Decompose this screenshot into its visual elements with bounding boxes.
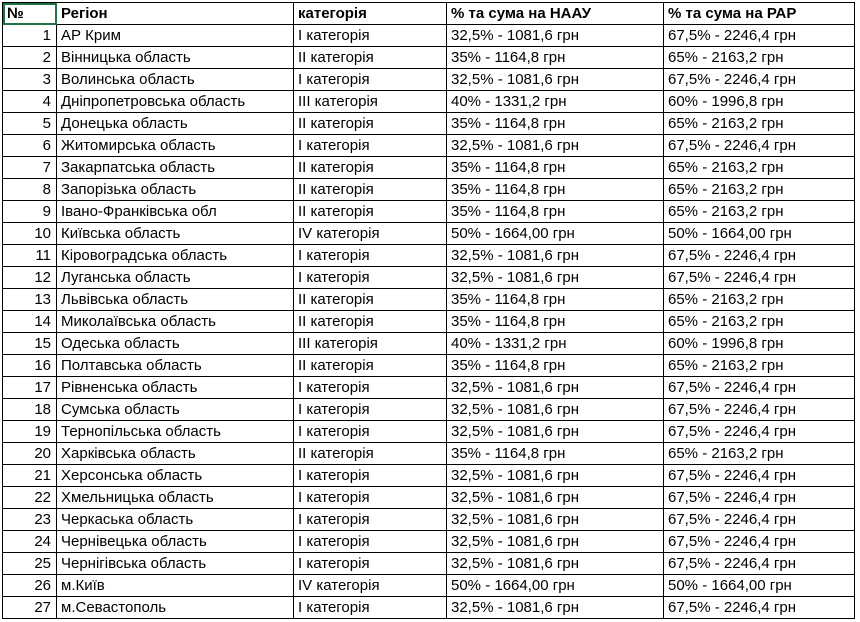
cell-rar[interactable]: 65% - 2163,2 грн xyxy=(664,113,855,135)
cell-rar[interactable]: 67,5% - 2246,4 грн xyxy=(664,531,855,553)
cell-category[interactable]: ІІ категорія xyxy=(294,355,447,377)
cell-rar[interactable]: 60% - 1996,8 грн xyxy=(664,91,855,113)
cell-category[interactable]: ІV категорія xyxy=(294,223,447,245)
cell-naau[interactable]: 32,5% - 1081,6 грн xyxy=(447,465,664,487)
cell-rar[interactable]: 65% - 2163,2 грн xyxy=(664,311,855,333)
cell-rar[interactable]: 67,5% - 2246,4 грн xyxy=(664,377,855,399)
cell-region[interactable]: Донецька область xyxy=(57,113,294,135)
cell-naau[interactable]: 32,5% - 1081,6 грн xyxy=(447,135,664,157)
cell-number[interactable]: 26 xyxy=(3,575,57,597)
cell-region[interactable]: Волинська область xyxy=(57,69,294,91)
cell-naau[interactable]: 32,5% - 1081,6 грн xyxy=(447,377,664,399)
table-row xyxy=(3,113,855,135)
cell-number[interactable]: 9 xyxy=(3,201,57,223)
cell-category[interactable]: І категорія xyxy=(294,465,447,487)
cell-region[interactable]: Херсонська область xyxy=(57,465,294,487)
cell-rar[interactable]: 65% - 2163,2 грн xyxy=(664,201,855,223)
cell-region[interactable]: АР Крим xyxy=(57,25,294,47)
table-row xyxy=(3,179,855,201)
cell-category[interactable]: ІІІ категорія xyxy=(294,333,447,355)
cell-rar[interactable]: 50% - 1664,00 грн xyxy=(664,575,855,597)
cell-naau[interactable]: 40% - 1331,2 грн xyxy=(447,333,664,355)
table-row xyxy=(3,355,855,377)
cell-rar[interactable]: 67,5% - 2246,4 грн xyxy=(664,135,855,157)
cell-naau[interactable]: 32,5% - 1081,6 грн xyxy=(447,245,664,267)
table-row xyxy=(3,69,855,91)
cell-rar[interactable]: 67,5% - 2246,4 грн xyxy=(664,69,855,91)
header-cell-category[interactable]: категорія xyxy=(294,3,447,25)
cell-category[interactable]: І категорія xyxy=(294,553,447,575)
cell-rar[interactable]: 67,5% - 2246,4 грн xyxy=(664,597,855,619)
cell-naau[interactable]: 35% - 1164,8 грн xyxy=(447,113,664,135)
cell-category[interactable]: І категорія xyxy=(294,509,447,531)
header-cell-rar[interactable]: % та сума на РАР xyxy=(664,3,855,25)
cell-naau[interactable]: 35% - 1164,8 грн xyxy=(447,47,664,69)
cell-rar[interactable]: 65% - 2163,2 грн xyxy=(664,157,855,179)
table-row xyxy=(3,245,855,267)
cell-region[interactable]: Сумська область xyxy=(57,399,294,421)
cell-naau[interactable]: 50% - 1664,00 грн xyxy=(447,575,664,597)
cell-naau[interactable]: 35% - 1164,8 грн xyxy=(447,311,664,333)
cell-region[interactable]: Запорізька область xyxy=(57,179,294,201)
cell-category[interactable]: ІІ категорія xyxy=(294,311,447,333)
cell-category[interactable]: І категорія xyxy=(294,531,447,553)
cell-number[interactable]: 1 xyxy=(3,25,57,47)
cell-number[interactable]: 3 xyxy=(3,69,57,91)
table-row xyxy=(3,201,855,223)
cell-region[interactable]: Київська область xyxy=(57,223,294,245)
cell-rar[interactable]: 65% - 2163,2 грн xyxy=(664,289,855,311)
cell-region[interactable]: Закарпатська область xyxy=(57,157,294,179)
table-row xyxy=(3,135,855,157)
table-row xyxy=(3,575,855,597)
cell-region[interactable]: Миколаївська область xyxy=(57,311,294,333)
cell-naau[interactable]: 32,5% - 1081,6 грн xyxy=(447,399,664,421)
cell-number[interactable]: 4 xyxy=(3,91,57,113)
cell-region[interactable]: Хмельницька область xyxy=(57,487,294,509)
cell-region[interactable]: Харківська область xyxy=(57,443,294,465)
cell-region[interactable]: Львівська область xyxy=(57,289,294,311)
cell-category[interactable]: ІІ категорія xyxy=(294,113,447,135)
table-row xyxy=(3,487,855,509)
cell-category[interactable]: І категорія xyxy=(294,421,447,443)
cell-category[interactable]: І категорія xyxy=(294,25,447,47)
cell-region[interactable]: м.Київ xyxy=(57,575,294,597)
table-row xyxy=(3,25,855,47)
cell-number[interactable]: 5 xyxy=(3,113,57,135)
cell-naau[interactable]: 35% - 1164,8 грн xyxy=(447,289,664,311)
cell-rar[interactable]: 67,5% - 2246,4 грн xyxy=(664,421,855,443)
header-row xyxy=(3,3,855,25)
cell-category[interactable]: ІІ категорія xyxy=(294,289,447,311)
cell-naau[interactable]: 32,5% - 1081,6 грн xyxy=(447,597,664,619)
cell-rar[interactable]: 50% - 1664,00 грн xyxy=(664,223,855,245)
cell-number[interactable]: 2 xyxy=(3,47,57,69)
cell-category[interactable]: І категорія xyxy=(294,377,447,399)
cell-naau[interactable]: 32,5% - 1081,6 грн xyxy=(447,267,664,289)
cell-naau[interactable]: 40% - 1331,2 грн xyxy=(447,91,664,113)
cell-naau[interactable]: 35% - 1164,8 грн xyxy=(447,355,664,377)
cell-number[interactable]: 20 xyxy=(3,443,57,465)
cell-category[interactable]: І категорія xyxy=(294,69,447,91)
header-cell-region[interactable]: Регіон xyxy=(57,3,294,25)
spreadsheet xyxy=(2,2,855,619)
cell-number[interactable]: 27 xyxy=(3,597,57,619)
cell-number[interactable]: 13 xyxy=(3,289,57,311)
table-row xyxy=(3,465,855,487)
table-row xyxy=(3,531,855,553)
cell-region[interactable]: Івано-Франківська обл xyxy=(57,201,294,223)
cell-category[interactable]: І категорія xyxy=(294,135,447,157)
cell-category[interactable]: ІІ категорія xyxy=(294,47,447,69)
table-row xyxy=(3,91,855,113)
cell-naau[interactable]: 32,5% - 1081,6 грн xyxy=(447,553,664,575)
cell-naau[interactable]: 32,5% - 1081,6 грн xyxy=(447,531,664,553)
header-cell-naau[interactable]: % та сума на НААУ xyxy=(447,3,664,25)
cell-number[interactable]: 22 xyxy=(3,487,57,509)
cell-naau[interactable]: 35% - 1164,8 грн xyxy=(447,443,664,465)
cell-number[interactable]: 15 xyxy=(3,333,57,355)
cell-number[interactable]: 10 xyxy=(3,223,57,245)
cell-number[interactable]: 7 xyxy=(3,157,57,179)
cell-region[interactable]: Одеська область xyxy=(57,333,294,355)
cell-category[interactable]: ІІ категорія xyxy=(294,157,447,179)
cell-category[interactable]: І категорія xyxy=(294,267,447,289)
table-row xyxy=(3,443,855,465)
cell-number[interactable]: 21 xyxy=(3,465,57,487)
cell-region[interactable]: Чернівецька область xyxy=(57,531,294,553)
cell-number[interactable]: 19 xyxy=(3,421,57,443)
cell-rar[interactable]: 65% - 2163,2 грн xyxy=(664,355,855,377)
cell-naau[interactable]: 35% - 1164,8 грн xyxy=(447,179,664,201)
cell-region[interactable]: Дніпропетровська область xyxy=(57,91,294,113)
cell-naau[interactable]: 32,5% - 1081,6 грн xyxy=(447,509,664,531)
table-row xyxy=(3,399,855,421)
cell-naau[interactable]: 32,5% - 1081,6 грн xyxy=(447,25,664,47)
table-row xyxy=(3,311,855,333)
cell-category[interactable]: І категорія xyxy=(294,245,447,267)
cell-region[interactable]: Житомирська область xyxy=(57,135,294,157)
cell-category[interactable]: І категорія xyxy=(294,487,447,509)
table-row xyxy=(3,223,855,245)
cell-number[interactable]: 24 xyxy=(3,531,57,553)
cell-naau[interactable]: 50% - 1664,00 грн xyxy=(447,223,664,245)
cell-naau[interactable]: 32,5% - 1081,6 грн xyxy=(447,69,664,91)
table-row xyxy=(3,377,855,399)
cell-category[interactable]: ІІ категорія xyxy=(294,443,447,465)
cell-region[interactable]: м.Севастополь xyxy=(57,597,294,619)
cell-naau[interactable]: 35% - 1164,8 грн xyxy=(447,201,664,223)
cell-region[interactable]: Кіровоградська область xyxy=(57,245,294,267)
cell-rar[interactable]: 67,5% - 2246,4 грн xyxy=(664,25,855,47)
cell-category[interactable]: ІІ категорія xyxy=(294,201,447,223)
table-row xyxy=(3,553,855,575)
cell-number[interactable]: 16 xyxy=(3,355,57,377)
cell-region[interactable]: Вінницька область xyxy=(57,47,294,69)
table-row xyxy=(3,421,855,443)
cell-number[interactable]: 6 xyxy=(3,135,57,157)
cell-rar[interactable]: 67,5% - 2246,4 грн xyxy=(664,267,855,289)
cell-region[interactable]: Тернопільська область xyxy=(57,421,294,443)
table-row xyxy=(3,509,855,531)
table-body xyxy=(3,25,855,619)
cell-category[interactable]: І категорія xyxy=(294,597,447,619)
cell-rar[interactable]: 65% - 2163,2 грн xyxy=(664,179,855,201)
cell-number[interactable]: 17 xyxy=(3,377,57,399)
data-table xyxy=(2,2,855,619)
cell-naau[interactable]: 32,5% - 1081,6 грн xyxy=(447,421,664,443)
cell-number[interactable]: 14 xyxy=(3,311,57,333)
cell-number[interactable]: 8 xyxy=(3,179,57,201)
table-row xyxy=(3,333,855,355)
cell-region[interactable]: Чернігівська область xyxy=(57,553,294,575)
cell-number[interactable]: 11 xyxy=(3,245,57,267)
cell-region[interactable]: Луганська область xyxy=(57,267,294,289)
cell-rar[interactable]: 67,5% - 2246,4 грн xyxy=(664,487,855,509)
cell-naau[interactable]: 35% - 1164,8 грн xyxy=(447,157,664,179)
cell-rar[interactable]: 67,5% - 2246,4 грн xyxy=(664,553,855,575)
header-cell-number[interactable]: № xyxy=(3,3,57,25)
cell-rar[interactable]: 67,5% - 2246,4 грн xyxy=(664,465,855,487)
cell-rar[interactable]: 65% - 2163,2 грн xyxy=(664,443,855,465)
cell-category[interactable]: ІІ категорія xyxy=(294,179,447,201)
table-row xyxy=(3,597,855,619)
cell-number[interactable]: 25 xyxy=(3,553,57,575)
cell-category[interactable]: І категорія xyxy=(294,399,447,421)
cell-region[interactable]: Черкаська область xyxy=(57,509,294,531)
cell-number[interactable]: 18 xyxy=(3,399,57,421)
table-row xyxy=(3,289,855,311)
cell-number[interactable]: 12 xyxy=(3,267,57,289)
cell-category[interactable]: ІІІ категорія xyxy=(294,91,447,113)
table-row xyxy=(3,267,855,289)
cell-rar[interactable]: 60% - 1996,8 грн xyxy=(664,333,855,355)
cell-region[interactable]: Полтавська область xyxy=(57,355,294,377)
cell-category[interactable]: ІV категорія xyxy=(294,575,447,597)
cell-rar[interactable]: 67,5% - 2246,4 грн xyxy=(664,245,855,267)
cell-naau[interactable]: 32,5% - 1081,6 грн xyxy=(447,487,664,509)
cell-rar[interactable]: 67,5% - 2246,4 грн xyxy=(664,399,855,421)
table-row xyxy=(3,157,855,179)
cell-number[interactable]: 23 xyxy=(3,509,57,531)
cell-rar[interactable]: 65% - 2163,2 грн xyxy=(664,47,855,69)
cell-region[interactable]: Рівненська область xyxy=(57,377,294,399)
cell-rar[interactable]: 67,5% - 2246,4 грн xyxy=(664,509,855,531)
table-row xyxy=(3,47,855,69)
